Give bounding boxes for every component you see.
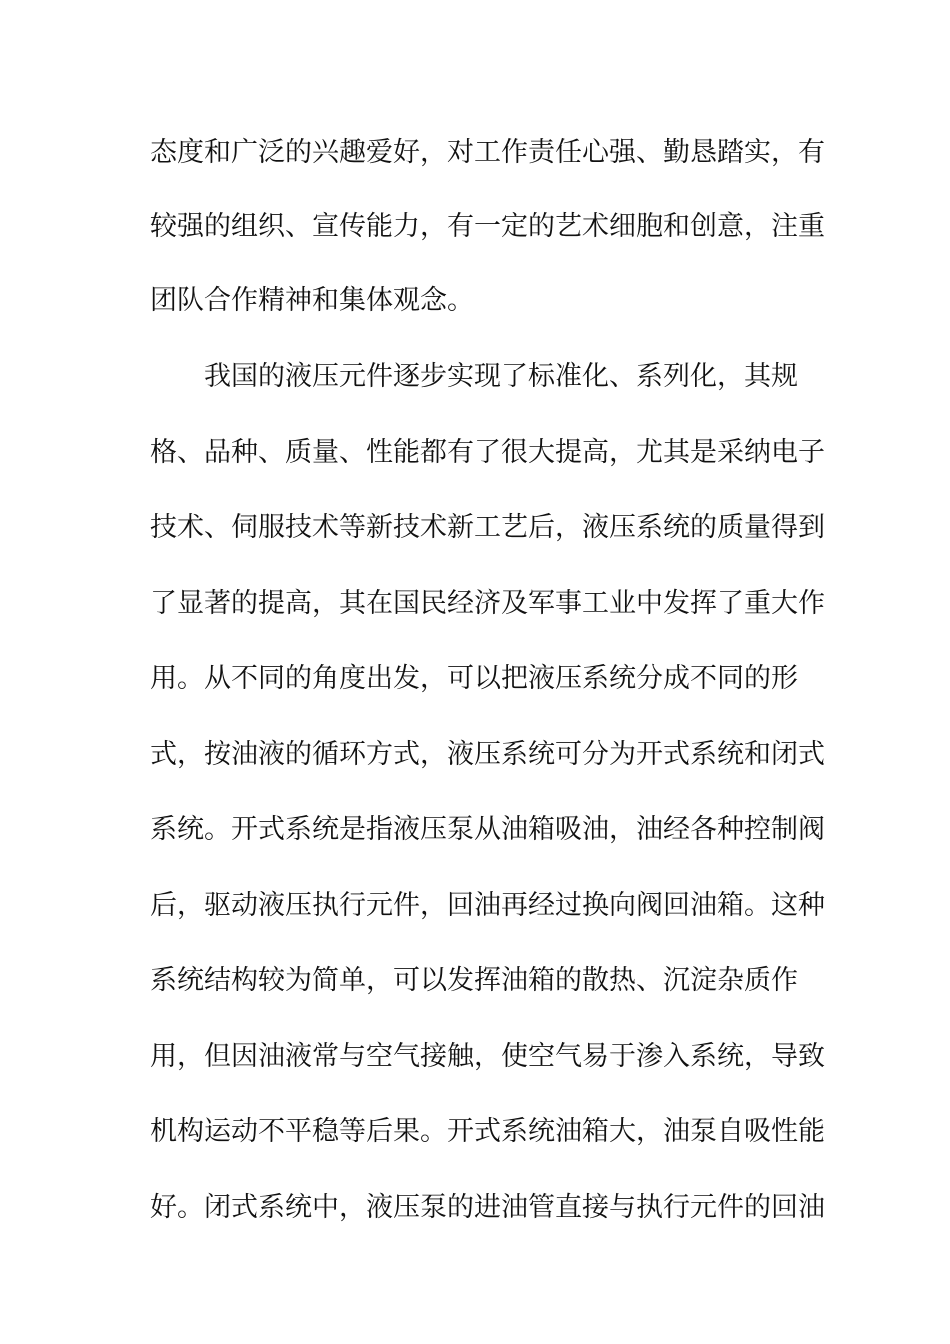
text-line: 用，但因油液常与空气接触，使空气易于渗入系统，导致: [150, 1041, 825, 1072]
text-line: 用。从不同的角度出发，可以把液压系统分成不同的形: [150, 663, 798, 694]
text-line: 了显著的提高，其在国民经济及军事工业中发挥了重大作: [150, 588, 825, 619]
text-line: 系统。开式系统是指液压泵从油箱吸油，油经各种控制阀: [150, 814, 825, 845]
text-line: 我国的液压元件逐步实现了标准化、系列化，其规: [204, 361, 798, 392]
text-line: 后，驱动液压执行元件，回油再经过换向阀回油箱。这种: [150, 890, 825, 921]
text-line: 格、品种、质量、性能都有了很大提高，尤其是采纳电子: [150, 437, 825, 468]
text-line: 技术、伺服技术等新技术新工艺后，液压系统的质量得到: [150, 512, 825, 543]
text-line: 较强的组织、宣传能力，有一定的艺术细胞和创意，注重: [150, 211, 825, 242]
text-line: 团队合作精神和集体观念。: [150, 285, 474, 316]
text-line: 式，按油液的循环方式，液压系统可分为开式系统和闭式: [150, 739, 825, 770]
text-line: 态度和广泛的兴趣爱好，对工作责任心强、勤恳踏实，有: [150, 137, 825, 168]
text-line: 系统结构较为简单，可以发挥油箱的散热、沉淀杂质作: [150, 965, 798, 996]
text-line: 机构运动不平稳等后果。开式系统油箱大，油泵自吸性能: [150, 1116, 825, 1147]
text-line: 好。闭式系统中，液压泵的进油管直接与执行元件的回油: [150, 1192, 825, 1223]
